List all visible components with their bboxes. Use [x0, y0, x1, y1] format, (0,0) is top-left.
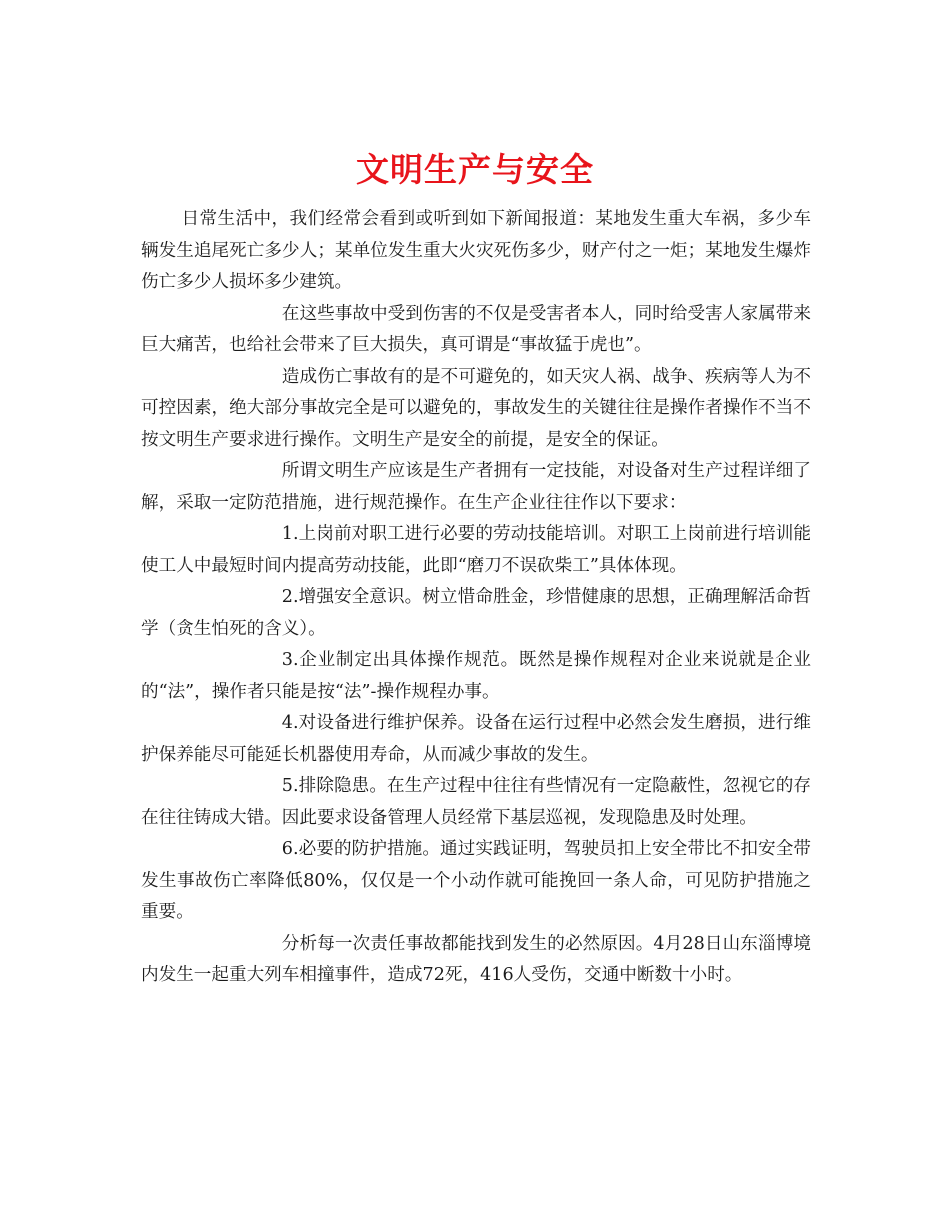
list-item-hazards: 5.排除隐患。在生产过程中往往有些情况有一定隐蔽性，忽视它的存在往往铸成大错。因此要求设备管理人员经常下基层巡视，发现隐患及时处理。 — [141, 776, 811, 828]
list-item-training: 1.上岗前对职工进行必要的劳动技能培训。对职工上岗前进行培训能使工人中最短时间内提高劳动技能，此即“磨刀不误砍柴工”具体体现。 — [141, 524, 811, 576]
document-title: 文明生产与安全 — [356, 150, 594, 190]
paragraph-analysis: 分析每一次责任事故都能找到发生的必然原因。4月28日山东淄博境内发生一起重大列车相撞事件，造成72死，416人受伤，交通中断数十小时。 — [141, 933, 811, 985]
list-item-protection: 6.必要的防护措施。通过实践证明，驾驶员扣上安全带比不扣安全带发生事故伤亡率降低80%，仅仅是一个小动作就可能挽回一条人命，可见防护措施之重要。 — [141, 839, 811, 922]
document-body — [141, 204, 811, 992]
paragraph-causes: 造成伤亡事故有的是不可避免的，如天灾人祸、战争、疾病等人为不可控因素，绝大部分事故完全是可以避免的，事故发生的关键往往是操作者操作不当不按文明生产要求进行操作。文明生产是安全的前提，是安全的保证。 — [141, 366, 811, 450]
paragraph-harm: 在这些事故中受到伤害的不仅是受害者本人，同时给受害人家属带来巨大痛苦，也给社会带来了巨大损失，真可谓是“事故猛于虎也”。 — [141, 303, 811, 355]
list-item-awareness: 2.增强安全意识。树立惜命胜金，珍惜健康的思想，正确理解活命哲学（贪生怕死的含义）。 — [141, 587, 811, 639]
paragraph-intro: 日常生活中，我们经常会看到或听到如下新闻报道：某地发生重大车祸，多少车辆发生追尾死亡多少人；某单位发生重大火灾死伤多少，财产付之一炬；某地发生爆炸伤亡多少人损坏多少建筑。 — [141, 209, 811, 292]
list-item-regulations: 3.企业制定出具体操作规范。既然是操作规程对企业来说就是企业的“法”，操作者只能是按“法”-操作规程办事。 — [141, 650, 811, 702]
list-item-maintenance: 4.对设备进行维护保养。设备在运行过程中必然会发生磨损，进行维护保养能尽可能延长机器使用寿命，从而减少事故的发生。 — [141, 713, 811, 765]
paragraph-definition: 所谓文明生产应该是生产者拥有一定技能，对设备对生产过程详细了解，采取一定防范措施，进行规范操作。在生产企业往往作以下要求： — [141, 461, 811, 513]
